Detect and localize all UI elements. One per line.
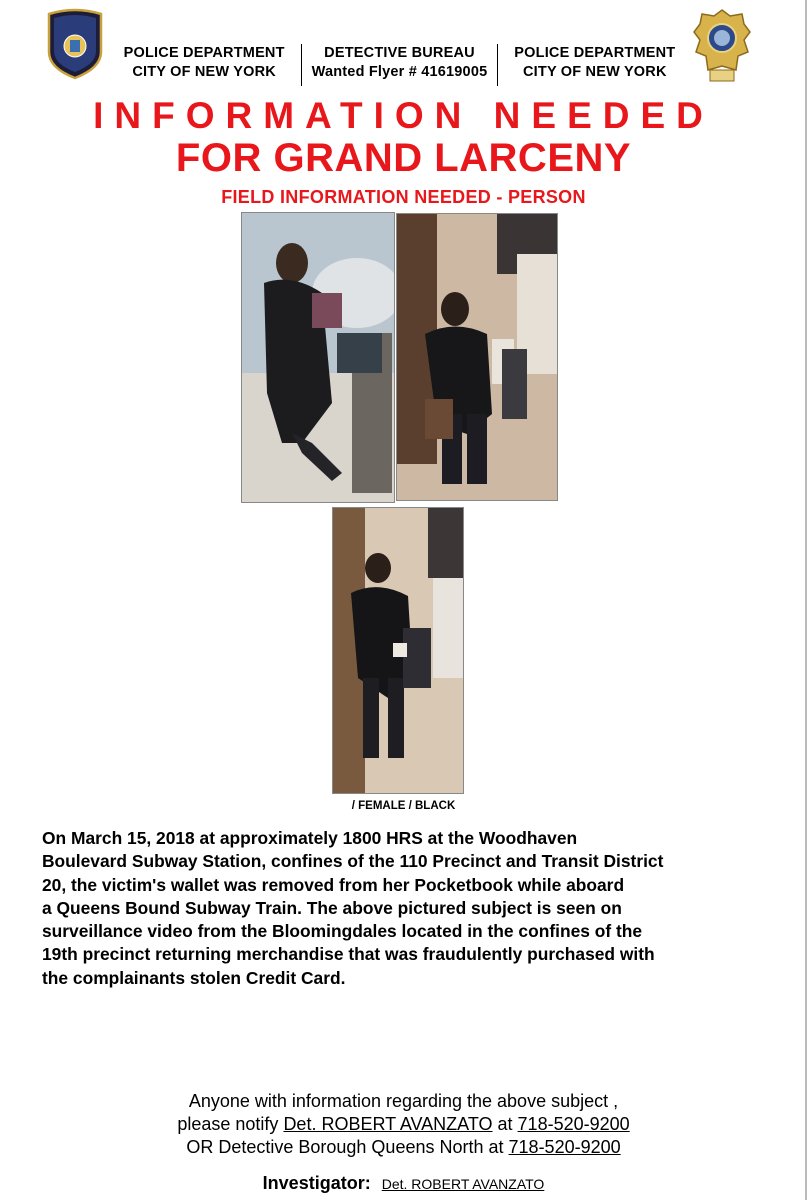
nypd-shield-badge bbox=[692, 8, 752, 84]
contact-at-label: at bbox=[497, 1114, 513, 1134]
header-right-line2: CITY OF NEW YORK bbox=[522, 64, 667, 80]
header-left-line2: CITY OF NEW YORK bbox=[132, 64, 276, 80]
narrative-line: the complainants stolen Credit Card. bbox=[42, 967, 346, 988]
header-left bbox=[107, 44, 301, 86]
incident-narrative bbox=[42, 827, 772, 990]
header-left-line1: POLICE DEPARTMENT bbox=[123, 45, 285, 61]
subject-description: / FEMALE / BLACK bbox=[351, 800, 456, 812]
contact-info bbox=[0, 1090, 807, 1159]
header-right-line1: POLICE DEPARTMENT bbox=[514, 45, 676, 61]
investigator-label: Investigator: bbox=[262, 1173, 371, 1193]
narrative-line: surveillance video from the Bloomingdales located in the confines of the bbox=[42, 921, 643, 942]
subtitle-field-info: FIELD INFORMATION NEEDED - PERSON bbox=[221, 187, 586, 207]
header-center-line2: Wanted Flyer # 41619005 bbox=[311, 64, 488, 80]
contact-line3 bbox=[0, 1136, 807, 1159]
nypd-patch-logo bbox=[45, 8, 105, 80]
surveillance-photo-1 bbox=[241, 212, 395, 503]
contact-notify-label: please notify bbox=[177, 1114, 279, 1134]
investigator-line bbox=[0, 1173, 807, 1194]
title-grand-larceny: FOR GRAND LARCENY bbox=[175, 136, 632, 180]
surveillance-photo-3 bbox=[332, 507, 464, 794]
narrative-line: Boulevard Subway Station, confines of the 110 Precinct and Transit District bbox=[42, 851, 664, 872]
title-information-needed: INFORMATION NEEDED bbox=[93, 95, 714, 136]
detective-phone: 718-520-9200 bbox=[517, 1114, 630, 1134]
header-center-line1: DETECTIVE BUREAU bbox=[324, 45, 475, 61]
narrative-line: 20, the victim's wallet was removed from her Pocketbook while aboard bbox=[42, 874, 625, 895]
borough-phone: 718-520-9200 bbox=[508, 1137, 621, 1157]
contact-line2 bbox=[0, 1113, 807, 1136]
narrative-line: a Queens Bound Subway Train. The above pictured subject is seen on bbox=[42, 897, 622, 918]
investigator-name: Det. ROBERT AVANZATO bbox=[381, 1176, 545, 1192]
narrative-line: On March 15, 2018 at approximately 1800 HRS at the Woodhaven bbox=[42, 828, 578, 848]
header-right bbox=[497, 44, 692, 86]
surveillance-photo-2 bbox=[396, 213, 558, 501]
borough-label: OR Detective Borough Queens North at bbox=[186, 1137, 504, 1157]
header-row bbox=[107, 44, 692, 86]
narrative-line: 19th precinct returning merchandise that was fraudulently purchased with bbox=[42, 944, 655, 965]
detective-name: Det. ROBERT AVANZATO bbox=[283, 1114, 493, 1134]
header-center bbox=[301, 44, 496, 86]
contact-line1: Anyone with information regarding the above subject , bbox=[188, 1091, 619, 1111]
